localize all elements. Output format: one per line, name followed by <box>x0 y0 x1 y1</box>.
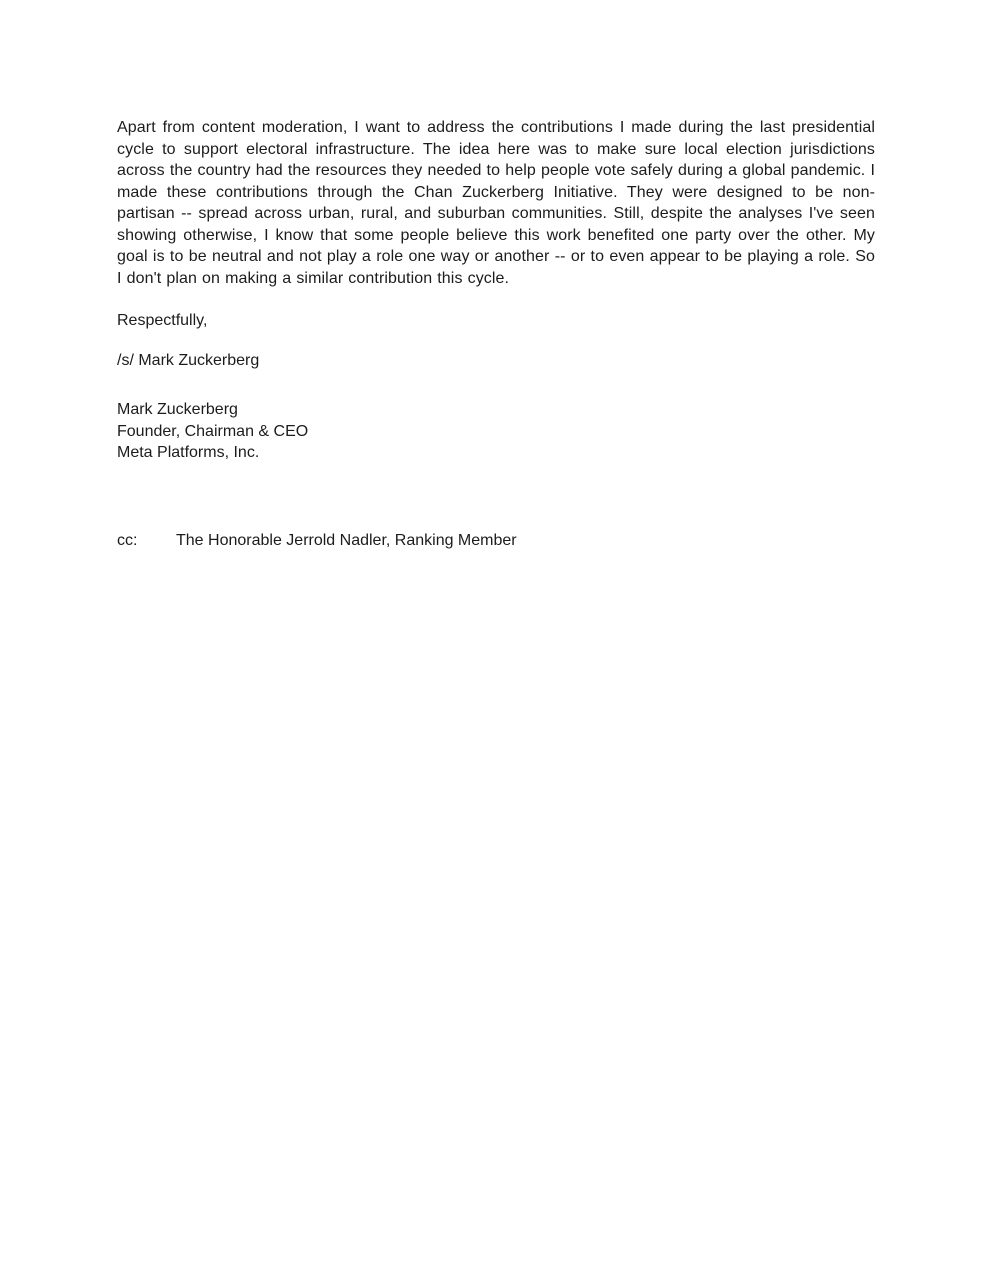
electronic-signature-line: /s/ Mark Zuckerberg <box>117 351 260 369</box>
signer-name: Mark Zuckerberg <box>117 401 238 418</box>
cc-recipient: The Honorable Jerrold Nadler, Ranking Member <box>176 531 517 549</box>
cc-line <box>117 530 875 552</box>
letter-content <box>117 117 875 551</box>
cc-label: cc: <box>117 531 138 549</box>
signer-title: Founder, Chairman & CEO <box>117 422 309 440</box>
letter-body-paragraph: Apart from content moderation, I want to address the contributions I made during the last presidential cycle to support electoral infrastructure. The idea here was to make sure local election jurisdictions across the country had the resources they needed to help people vote safely during a global pandemic. I made these contributions through the Chan Zuckerberg Initiative. They were designed to be non-partisan -- spread across urban, rural, and suburban communities. Still, despite the analyses I've seen showing otherwise, I know that some people believe this work benefited one party over the other. My goal is to be neutral and not play a role one way or another -- or to even appear to be playing a role. So I don't plan on making a similar contribution this cycle. <box>117 119 875 287</box>
signer-company: Meta Platforms, Inc. <box>117 444 260 461</box>
signature-block <box>117 399 875 464</box>
letter-closing: Respectfully, <box>117 312 208 329</box>
